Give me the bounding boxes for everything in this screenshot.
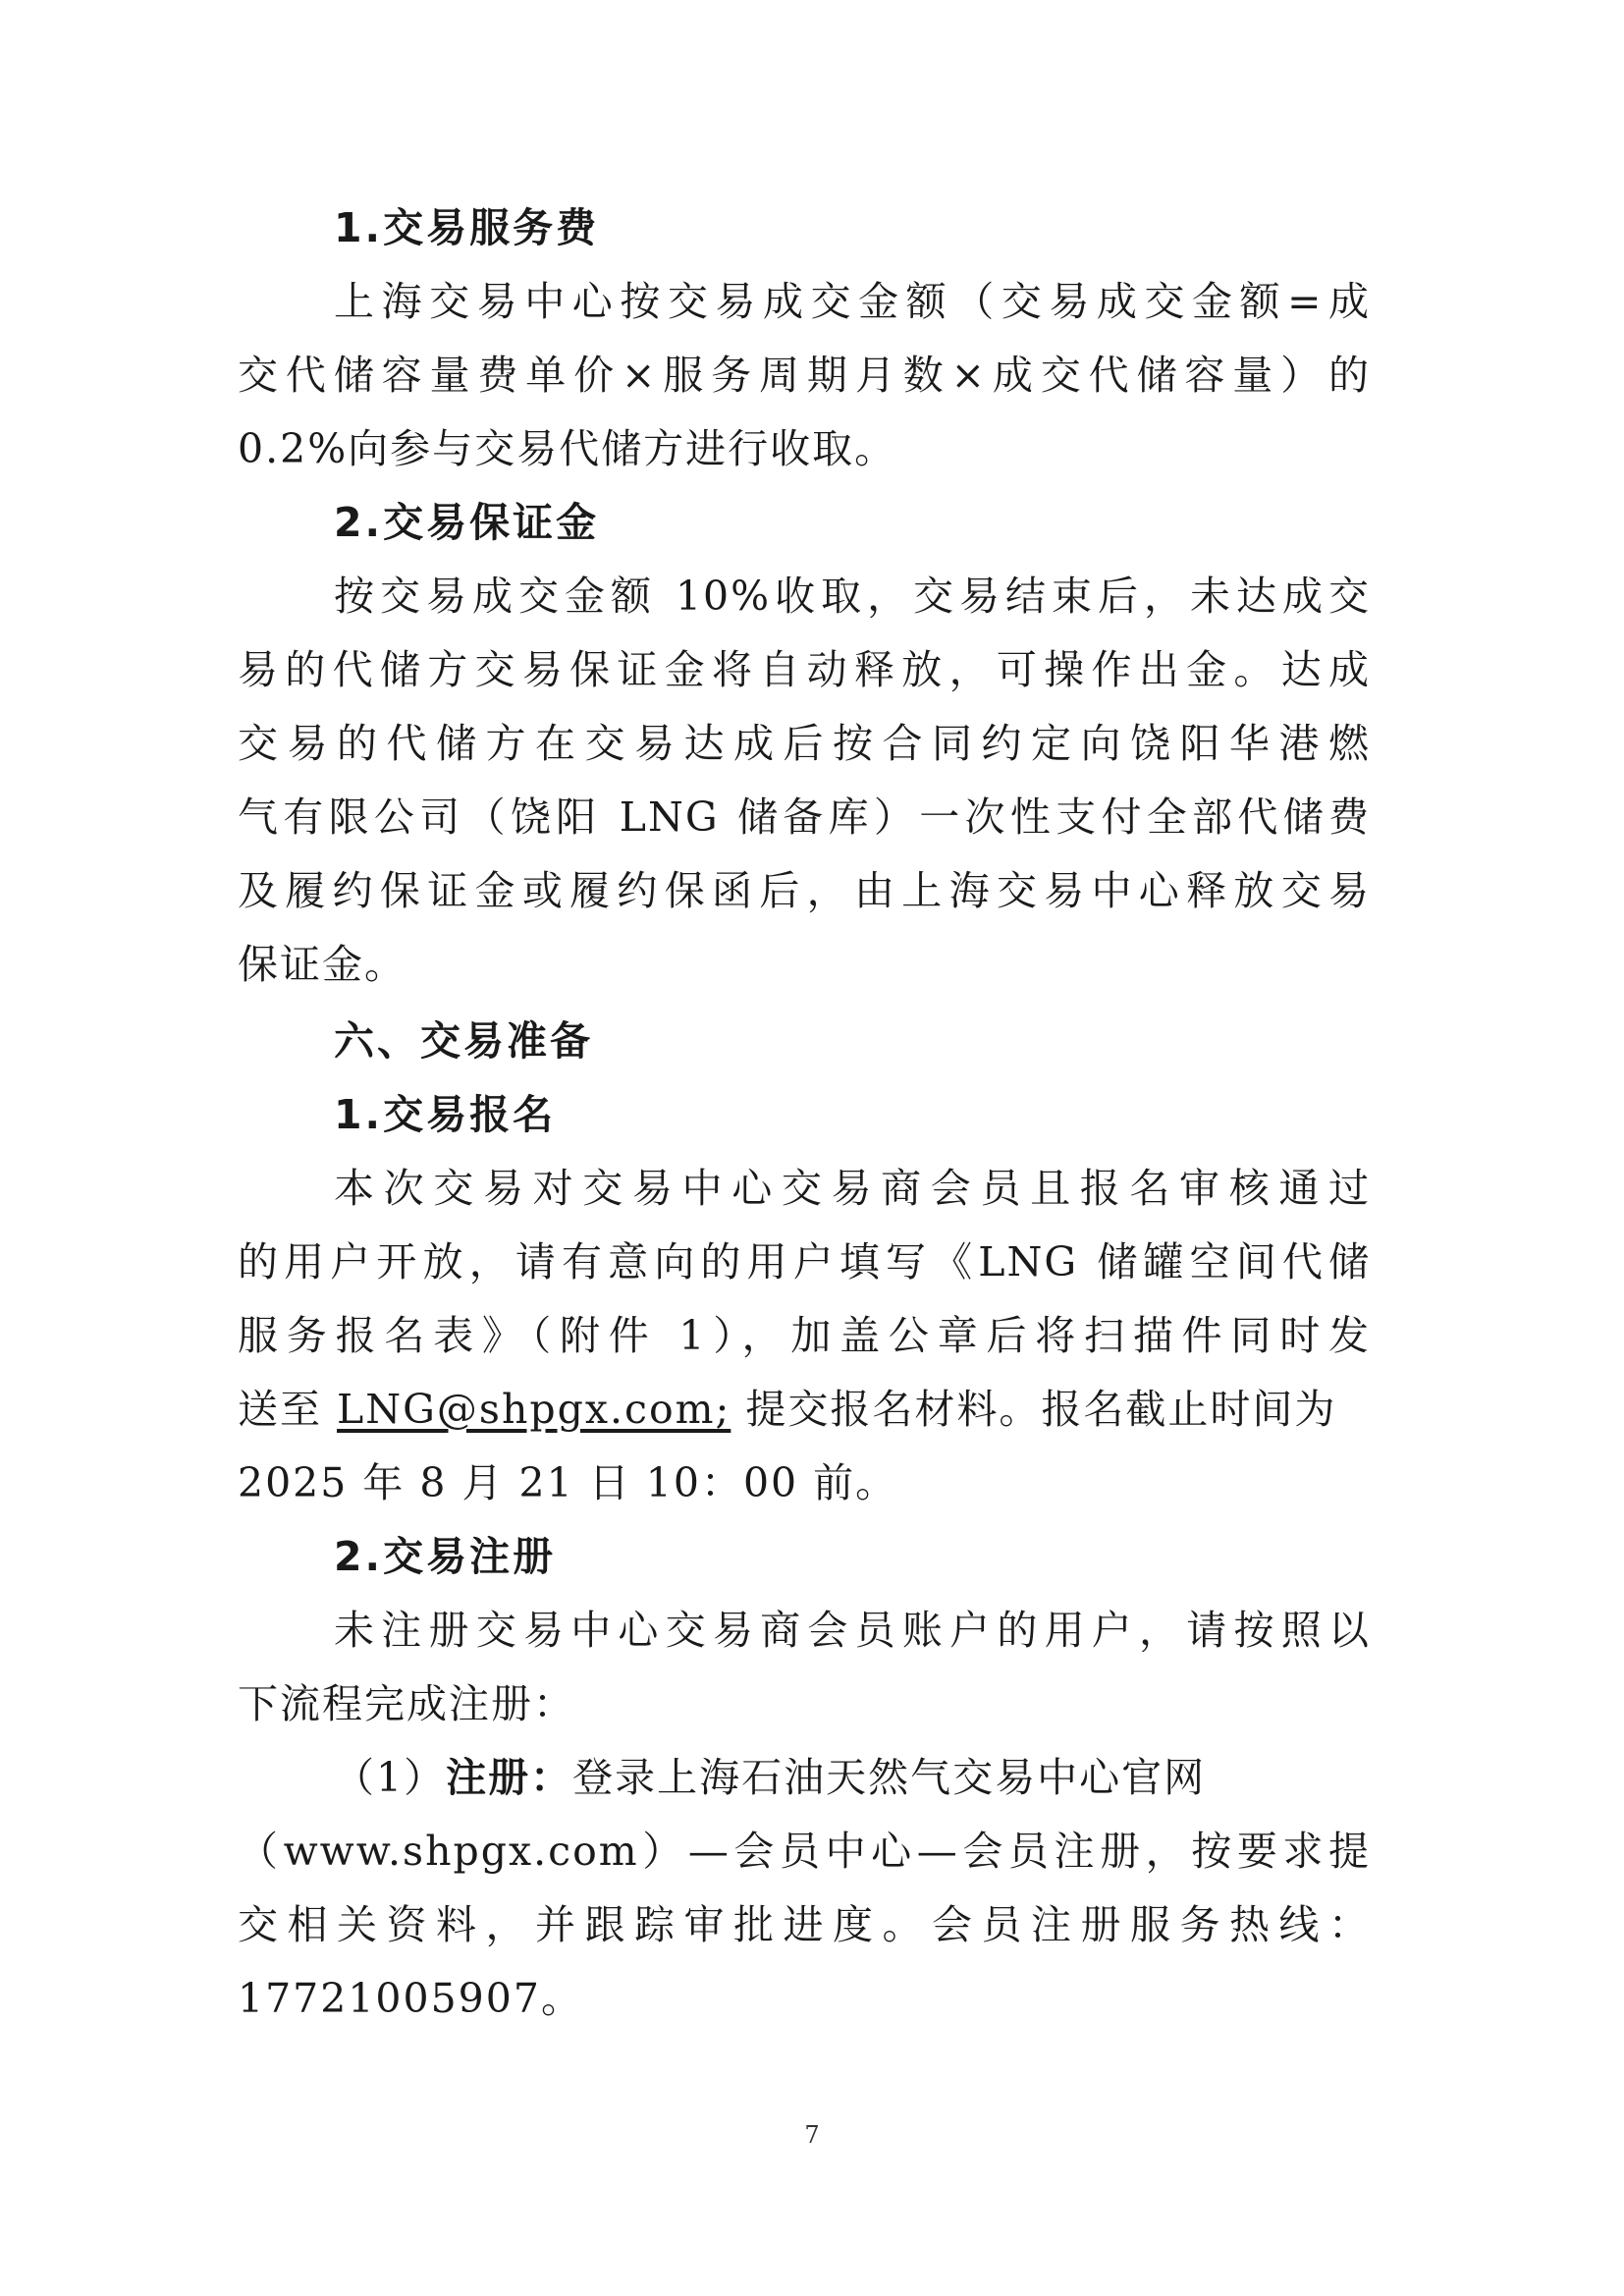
register-para-line-1: 未注册交易中心交易商会员账户的用户，请按照以 <box>334 1607 1371 1654</box>
deposit-para-line-5: 及履约保证金或履约保函后，由上海交易中心释放交易 <box>238 867 1371 914</box>
step1-line-3: 交相关资料，并跟踪审批进度。会员注册服务热线： <box>238 1901 1371 1948</box>
signup-para-line-1: 本次交易对交易中心交易商会员且报名审核通过 <box>334 1165 1371 1212</box>
signup-para-line-2: 的用户开放，请有意向的用户填写《LNG 储罐空间代储 <box>238 1238 1371 1285</box>
page-number: 7 <box>804 2121 820 2149</box>
deposit-para-line-4: 气有限公司（饶阳 LNG 储备库）一次性支付全部代储费 <box>238 793 1371 841</box>
deposit-para-line-1: 按交易成交金额 10%收取，交易结束后，未达成交 <box>334 573 1371 620</box>
signup-para-line-3: 服务报名表》（附件 1），加盖公章后将扫描件同时发 <box>238 1312 1371 1359</box>
fee-para-line-2: 交代储容量费单价×服务周期月数×成交代储容量）的 <box>238 352 1371 399</box>
step1-line1-rest: 登录上海石油天然气交易中心官网 <box>572 1754 1207 1801</box>
step1-term: 注册： <box>446 1754 573 1801</box>
fee-para-line-1: 上海交易中心按交易成交金额（交易成交金额=成 <box>334 278 1371 325</box>
step1-prefix: （1） <box>334 1754 447 1801</box>
signup-para-line-5: 2025 年 8 月 21 日 10：00 前。 <box>238 1459 898 1506</box>
deposit-heading: 2.交易保证金 <box>334 499 600 546</box>
signup-email-link[interactable]: LNG@shpgx.com; <box>337 1386 731 1433</box>
deposit-para-line-6: 保证金。 <box>238 941 406 988</box>
signup-line4-suffix: 提交报名材料。报名截止时间为 <box>731 1386 1337 1433</box>
step1-line-2: （www.shpgx.com）—会员中心—会员注册，按要求提 <box>238 1828 1371 1875</box>
fee-heading: 1.交易服务费 <box>334 204 600 251</box>
fee-para-line-3: 0.2%向参与交易代储方进行收取。 <box>238 425 897 472</box>
signup-para-line-4 <box>238 1373 1371 1447</box>
step1-line-4: 17721005907。 <box>238 1975 583 2022</box>
register-heading: 2.交易注册 <box>334 1533 557 1580</box>
deposit-para-line-3: 交易的代储方在交易达成后按合同约定向饶阳华港燃 <box>238 720 1371 767</box>
step1-line-1 <box>334 1741 1371 1815</box>
deposit-para-line-2: 易的代储方交易保证金将自动释放，可操作出金。达成 <box>238 646 1371 693</box>
register-para-line-2: 下流程完成注册： <box>238 1680 575 1727</box>
signup-heading: 1.交易报名 <box>334 1091 557 1138</box>
signup-line4-prefix: 送至 <box>238 1386 338 1433</box>
prep-heading: 六、交易准备 <box>334 1017 593 1065</box>
